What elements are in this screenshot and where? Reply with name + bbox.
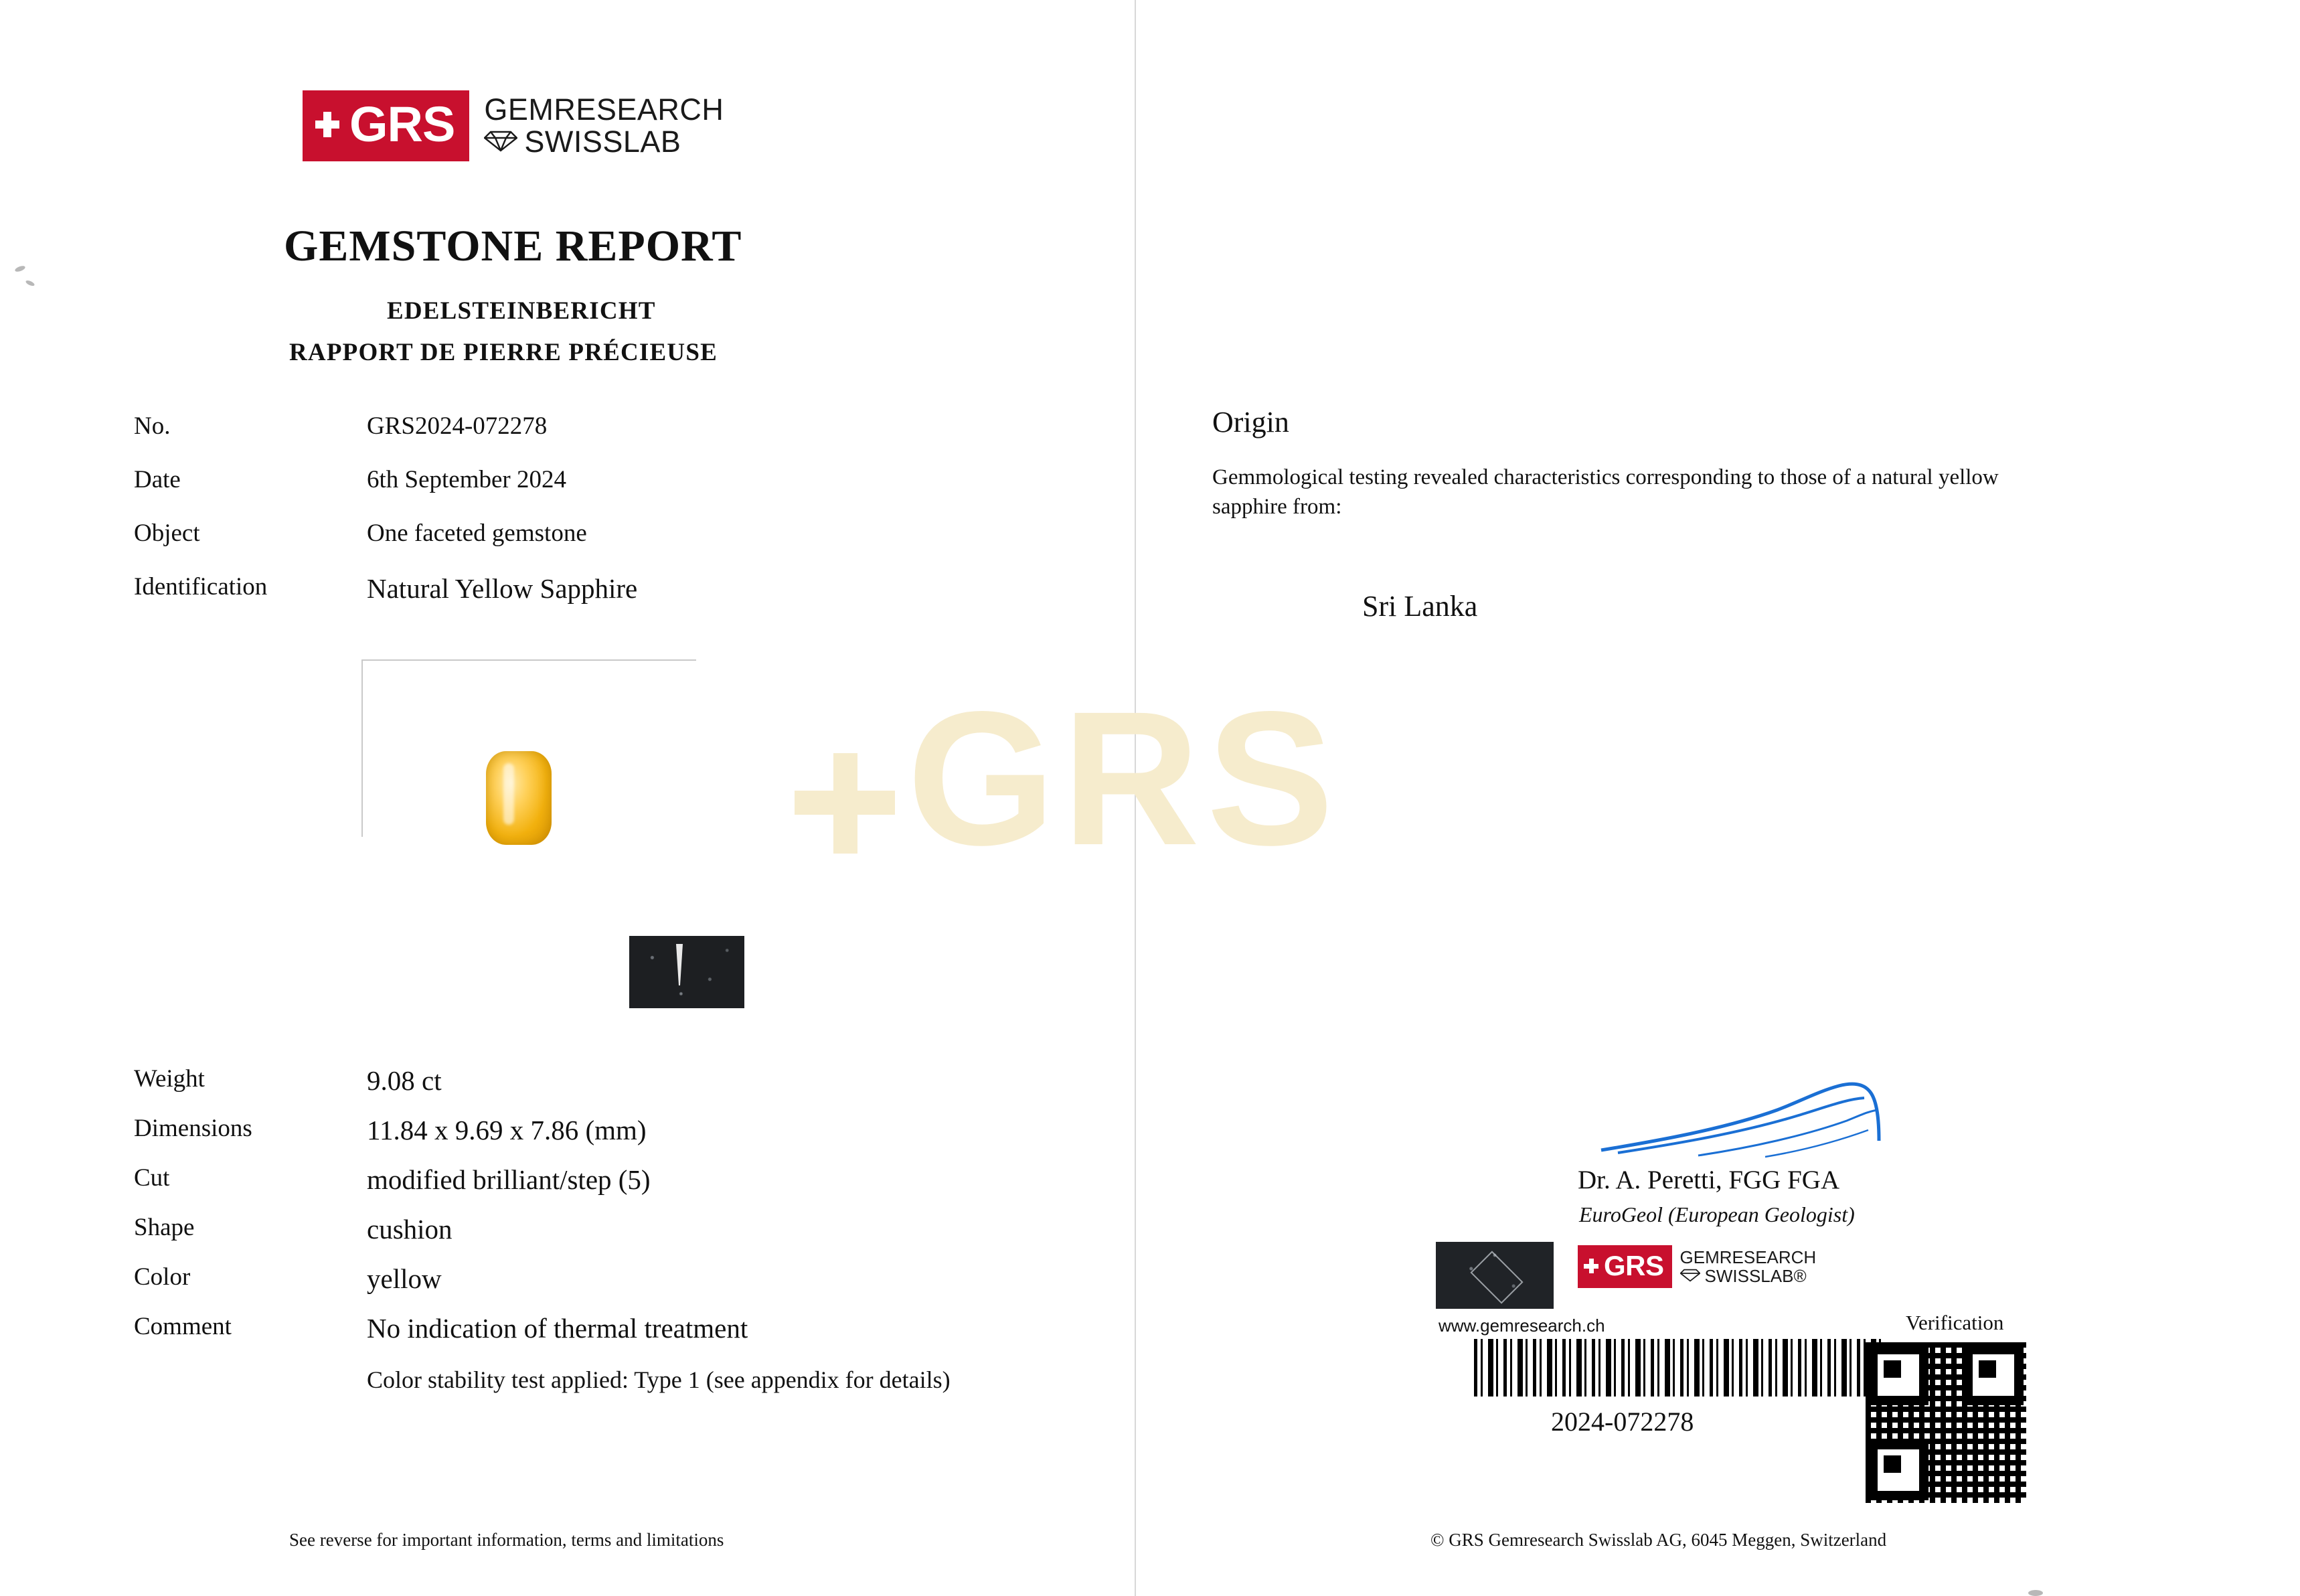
origin-description: Gemmological testing revealed characteristics corresponding to those of a natural yellow sapphire from: (1212, 465, 1999, 519)
origin-country: Sri Lanka (1362, 590, 1478, 623)
property-weight-label: Weight (134, 1065, 205, 1093)
grs-logo-text: GRS (349, 96, 455, 152)
report-info-block (134, 412, 637, 626)
grs-logo-words (484, 94, 724, 157)
report-field-no-value: GRS2024-072278 (367, 412, 548, 440)
report-field-date-label: Date (134, 466, 181, 493)
report-field-identification-value: Natural Yellow Sapphire (367, 573, 638, 604)
origin-title: Origin (1212, 406, 1289, 438)
photo-frame-left-border (361, 659, 363, 837)
grs-mini-logo-line1: GEMRESEARCH (1679, 1247, 1817, 1267)
verification-label: Verification (1906, 1311, 2004, 1334)
property-color-label: Color (134, 1263, 191, 1291)
report-field-date-value: 6th September 2024 (367, 466, 567, 493)
property-comment-label: Comment (134, 1313, 232, 1340)
grs-mini-logo-words (1680, 1248, 1817, 1285)
swiss-cross-icon-small (1583, 1258, 1599, 1274)
grs-mini-logo-line2-wrap (1680, 1267, 1817, 1285)
barcode (1474, 1339, 1884, 1396)
swiss-cross-icon (313, 110, 341, 139)
property-dimensions (134, 1114, 748, 1164)
property-weight (134, 1064, 748, 1114)
diamond-icon (484, 126, 517, 158)
left-footer-text: See reverse for important information, terms and limitations (289, 1530, 724, 1550)
properties-note: Color stability test applied: Type 1 (see appendix for details) (367, 1366, 951, 1393)
grs-mini-logo-line2: SWISSLAB® (1704, 1266, 1807, 1286)
report-field-identification-label: Identification (134, 573, 268, 601)
gemstone-photo (486, 751, 552, 845)
page-title-french: RAPPORT DE PIERRE PRÉCIEUSE (289, 339, 718, 366)
hologram-seal-image (1436, 1242, 1554, 1309)
page-title-german: EDELSTEINBERICHT (387, 297, 656, 325)
property-cut (134, 1164, 748, 1213)
right-page (907, 0, 2300, 1596)
report-field-identification (134, 572, 637, 626)
property-comment (134, 1312, 748, 1362)
page-title: GEMSTONE REPORT (284, 222, 742, 270)
qr-finder-top-left (1868, 1345, 1928, 1405)
report-field-no-label: No. (134, 412, 171, 440)
report-field-no (134, 412, 637, 465)
grs-logo-line2-wrap (484, 126, 724, 158)
grs-watermark (795, 669, 1341, 888)
properties-block (134, 1064, 748, 1362)
photo-frame-top-border (361, 659, 696, 661)
report-field-object-label: Object (134, 520, 200, 547)
scale-reference-image (629, 936, 744, 1008)
qr-code[interactable] (1866, 1342, 2026, 1503)
grs-mini-logo-text: GRS (1604, 1250, 1664, 1281)
grs-mini-logo-badge (1578, 1245, 1672, 1288)
signature-name: Dr. A. Peretti, FGG FGA (1578, 1166, 1840, 1194)
watermark-cross-icon (795, 753, 895, 854)
property-cut-label: Cut (134, 1164, 170, 1192)
property-dimensions-value: 11.84 x 9.69 x 7.86 (mm) (367, 1115, 647, 1145)
grs-logo-line1: GEMRESEARCH (484, 92, 724, 127)
qr-finder-top-right (1963, 1345, 2024, 1405)
report-field-date (134, 465, 637, 519)
report-field-object (134, 519, 637, 572)
grs-logo (303, 90, 724, 161)
right-footer-text: © GRS Gemresearch Swisslab AG, 6045 Meggen, Switzerland (1430, 1530, 1887, 1550)
property-color (134, 1263, 748, 1312)
signature-role: EuroGeol (European Geologist) (1579, 1202, 1855, 1226)
grs-logo-badge (303, 90, 469, 161)
website-url[interactable]: www.gemresearch.ch (1439, 1315, 1605, 1336)
qr-finder-bottom-left (1868, 1440, 1928, 1500)
property-comment-value: No indication of thermal treatment (367, 1313, 748, 1344)
property-shape-value: cushion (367, 1214, 453, 1245)
grs-mini-logo (1578, 1245, 1816, 1288)
barcode-number: 2024-072278 (1551, 1407, 1694, 1437)
property-cut-value: modified brilliant/step (5) (367, 1164, 651, 1195)
property-shape (134, 1213, 748, 1263)
property-color-value: yellow (367, 1263, 442, 1294)
report-field-object-value: One faceted gemstone (367, 520, 587, 547)
diamond-icon-small (1680, 1267, 1700, 1285)
property-dimensions-label: Dimensions (134, 1115, 252, 1142)
watermark-text: GRS (907, 672, 1341, 885)
signature-mark (1598, 1071, 1933, 1158)
grs-logo-line2: SWISSLAB (524, 125, 681, 159)
property-shape-label: Shape (134, 1214, 195, 1241)
property-weight-value: 9.08 ct (367, 1065, 442, 1096)
